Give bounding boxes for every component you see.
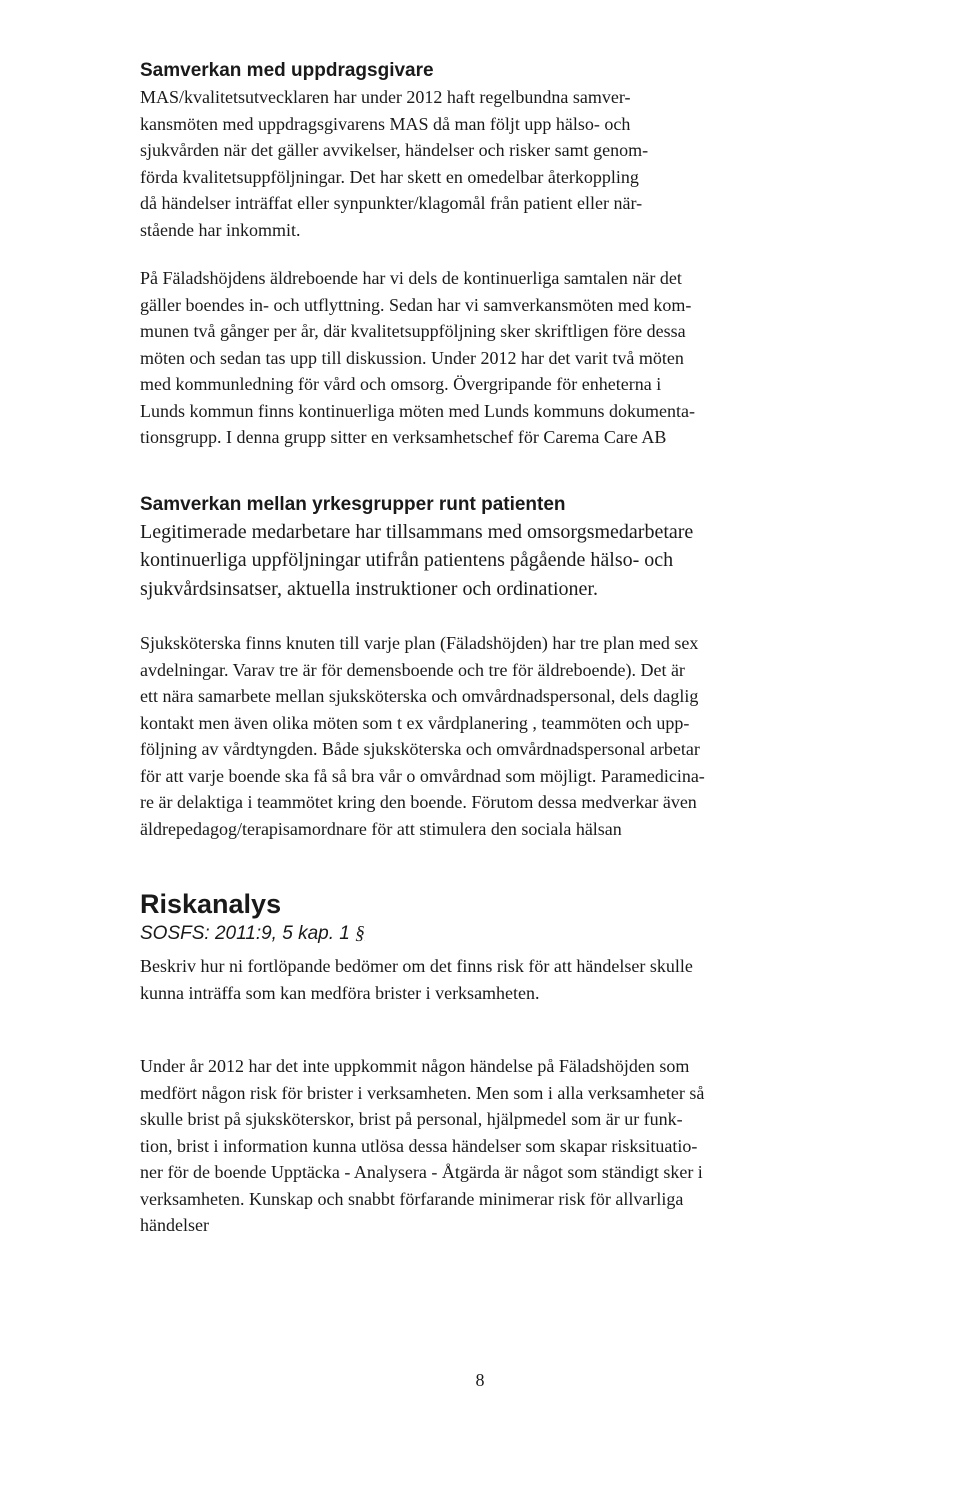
paragraph-sign: § — [355, 923, 365, 944]
text-line: re är delaktiga i teammötet kring den boende. Förutom dessa medverkar även — [140, 792, 697, 812]
section-heading-riskanalys: Riskanalys — [140, 889, 282, 919]
text-line: Sjuksköterska finns knuten till varje plan (Fäladshöjden) har tre plan med sex — [140, 633, 699, 653]
text-line: kansmöten med uppdragsgivarens MAS då man följt upp hälso- och — [140, 113, 631, 134]
text-line: Under år 2012 har det inte uppkommit någon händelse på Fäladshöjden som — [140, 1056, 690, 1076]
text-line: MAS/kvalitetsutvecklaren har under 2012 haft regelbundna samver- — [140, 87, 631, 107]
text-line: äldrepedagog/terapisamordnare för att stimulera den sociala hälsan — [140, 818, 622, 839]
text-line: förda kvalitetsuppföljningar. Det har skett en omedelbar återkoppling — [140, 166, 639, 187]
text-line: ett nära samarbete mellan sjuksköterska och omvårdnadspersonal, dels daglig — [140, 686, 699, 706]
text-line: ner för de boende Upptäcka - Analysera - Åtgärda är något som ständigt sker i — [140, 1162, 703, 1182]
text-line: kontakt men även olika möten som t ex vårdplanering , teammöten och upp- — [140, 712, 690, 733]
text-line: möten och sedan tas upp till diskussion. Under 2012 har det varit två möten — [140, 347, 684, 368]
document-page — [140, 58, 830, 1239]
section-heading-samverkan-yrkesgrupper: Samverkan mellan yrkesgrupper runt patienten — [140, 493, 566, 515]
paragraph — [140, 630, 830, 842]
text-line: Legitimerade medarbetare har tillsammans med omsorgsmedarbetare — [140, 520, 694, 543]
text-line: medfört någon risk för brister i verksamheten. Men som i alla verksamheter så — [140, 1082, 705, 1103]
text-line: stående har inkommit. — [140, 219, 301, 240]
text-line: tionsgrupp. I denna grupp sitter en verksamhetschef för Carema Care AB — [140, 427, 667, 447]
regulation-reference — [140, 921, 830, 947]
text-line: gäller boendes in- och utflyttning. Sedan har vi samverkansmöten med kom- — [140, 294, 692, 315]
reference-text: SOSFS: 2011:9, 5 kap. 1 — [140, 923, 350, 944]
paragraph — [140, 265, 830, 451]
text-line: sjukvården när det gäller avvikelser, händelser och risker samt genom- — [140, 140, 649, 160]
text-line: På Fäladshöjdens äldreboende har vi dels de kontinuerliga samtalen när det — [140, 268, 682, 288]
text-line: munen två gånger per år, där kvalitetsuppföljning sker skriftligen före dessa — [140, 321, 686, 341]
paragraph — [140, 518, 830, 604]
text-line: händelser — [140, 1215, 209, 1235]
text-line: Beskriv hur ni fortlöpande bedömer om det finns risk för att händelser skulle — [140, 956, 693, 976]
text-line: med kommunledning för vård och omsorg. Övergripande för enheterna i — [140, 374, 662, 394]
text-line: sjukvårdsinsatser, aktuella instruktioner och ordinationer. — [140, 577, 598, 600]
text-line: kunna inträffa som kan medföra brister i verksamheten. — [140, 982, 540, 1003]
paragraph — [140, 1053, 830, 1239]
section-heading-samverkan-uppdragsgivare: Samverkan med uppdragsgivare — [140, 60, 434, 81]
text-line: för att varje boende ska få så bra vår o omvårdnad som möjligt. Paramedicina- — [140, 765, 705, 786]
text-line: följning av vårdtyngden. Både sjuksköterska och omvårdnadspersonal arbetar — [140, 739, 700, 759]
paragraph — [140, 84, 830, 243]
text-line: då händelser inträffat eller synpunkter/klagomål från patient eller när- — [140, 193, 643, 213]
paragraph — [140, 953, 830, 1006]
text-line: kontinuerliga uppföljningar utifrån patientens pågående hälso- och — [140, 549, 674, 571]
text-line: tion, brist i information kunna utlösa dessa händelser som skapar risksituatio- — [140, 1135, 698, 1156]
text-line: verksamheten. Kunskap och snabbt förfarande minimerar risk för allvarliga — [140, 1188, 684, 1209]
text-line: avdelningar. Varav tre är för demensboende och tre för äldreboende). Det är — [140, 659, 685, 680]
page-number: 8 — [475, 1370, 485, 1390]
text-line: skulle brist på sjuksköterskor, brist på personal, hjälpmedel som är ur funk- — [140, 1109, 683, 1129]
text-line: Lunds kommun finns kontinuerliga möten med Lunds kommuns dokumenta- — [140, 400, 695, 421]
